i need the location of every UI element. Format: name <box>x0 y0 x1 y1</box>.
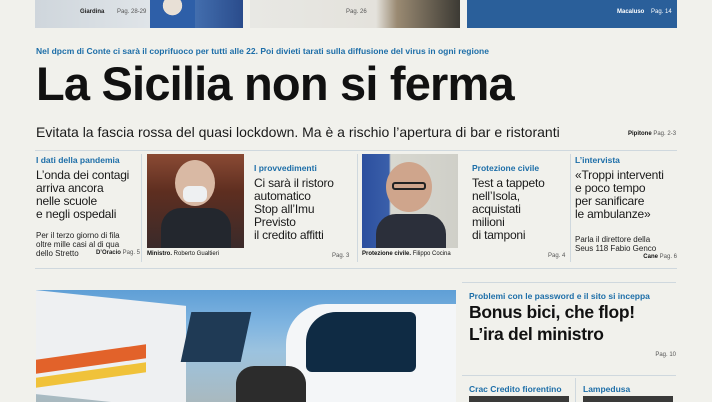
col6-byline-name: Cane <box>643 254 658 260</box>
col5-line: di tamponi <box>472 228 526 242</box>
col6-text <box>575 169 677 221</box>
col6-line: e poco tempo <box>575 181 646 195</box>
col5-text <box>472 177 572 242</box>
divider-mid <box>35 268 677 269</box>
credit-right-pag: Pag. 14 <box>651 9 672 15</box>
bonus-headline <box>469 301 635 345</box>
col1-small-line: oltre mille casi al di qua <box>36 240 120 249</box>
gualtieri-suit <box>161 208 231 248</box>
ambulance-left <box>36 290 186 402</box>
bottom-left-headline-fragment <box>469 396 569 402</box>
col1-small <box>36 231 140 258</box>
col5-line: nell’Isola, <box>472 189 520 203</box>
col5-line: Test a tappeto <box>472 176 545 190</box>
col3-line: Stop all’Imu <box>254 202 315 216</box>
col5-section: Protezione civile <box>472 163 540 173</box>
col1-line: arriva ancora <box>36 181 104 195</box>
photo-ambulance <box>36 290 456 402</box>
ambulance-window <box>181 312 252 362</box>
lead-kicker: Nel dpcm di Conte ci sarà il coprifuoco per tutti alle 22. Poi divieti tarati sulla diffusione del virus in ogni regione <box>36 46 489 56</box>
ambulance-right-window <box>306 312 416 372</box>
caption-gualtieri-name: Roberto Gualtieri <box>173 251 220 257</box>
cocina-glasses <box>392 182 426 190</box>
lead-headline: La Sicilia non si ferma <box>36 57 514 110</box>
col1-line: L’onda dei contagi <box>36 168 130 182</box>
col6-line: per sanificare <box>575 194 645 208</box>
top-photo-middle <box>250 0 460 28</box>
bonus-headline-line: Bonus bici, che flop! <box>469 302 635 322</box>
col1-small-text: dello Stretto <box>36 249 79 258</box>
divider-v3 <box>570 154 571 262</box>
col1-line: e negli ospedali <box>36 207 117 221</box>
col-intervista <box>575 155 677 260</box>
cocina-suit <box>376 214 446 248</box>
col6-small <box>575 235 677 253</box>
col3-line: Ci sarà il ristoro <box>254 176 334 190</box>
bonus-headline-line: L’ira del ministro <box>469 324 604 344</box>
photo-gualtieri <box>147 154 244 248</box>
lead-byline-pag: Pag. 2-3 <box>653 131 677 137</box>
bottom-right-headline-fragment <box>583 396 673 402</box>
worker-figure <box>236 366 306 402</box>
col3-line: automatico <box>254 189 311 203</box>
credit-left-pag: Pag. 28-29 <box>117 9 147 15</box>
bonus-pag: Pag. 10 <box>655 352 676 358</box>
col6-pag: Pag. 6 <box>659 254 677 260</box>
gualtieri-mask <box>183 186 207 202</box>
col6-byline <box>575 254 677 260</box>
col3-text <box>254 177 354 242</box>
caption-gualtieri-label: Ministro. <box>147 251 172 257</box>
col5-line: milioni <box>472 215 505 229</box>
lead-subhead: Evitata la fascia rossa del quasi lockdown. Ma è a rischio l’apertura di bar e ristoranti <box>36 124 560 140</box>
col1-text <box>36 169 140 221</box>
col1-line: nelle scuole <box>36 194 97 208</box>
col3-section: I provvedimenti <box>254 163 317 173</box>
col3-line: Previsto <box>254 215 296 229</box>
divider-v4 <box>575 378 576 402</box>
col6-line: «Troppi interventi <box>575 168 664 182</box>
col5-line: acquistati <box>472 202 521 216</box>
player-photo <box>150 0 195 28</box>
bottom-left-section: Crac Credito fiorentino <box>469 384 562 394</box>
bottom-right-section: Lampedusa <box>583 384 631 394</box>
col6-line: le ambulanze» <box>575 207 651 221</box>
bonus-top-line <box>462 282 676 283</box>
col1-byline <box>96 249 140 258</box>
col1-byline-name: D’Oracio <box>95 250 121 256</box>
credit-right: Macaluso <box>617 9 645 15</box>
col6-small-line: Parla il direttore della <box>575 235 651 244</box>
lead-byline-name: Pipitone <box>628 131 652 137</box>
col1-small-line: Per il terzo giorno di fila <box>36 231 120 240</box>
bonus-kicker: Problemi con le password e il sito si inceppa <box>469 291 650 301</box>
top-strip <box>35 0 675 28</box>
credit-left: Giardina <box>80 9 105 15</box>
col1-section: I dati della pandemia <box>36 155 120 165</box>
top-photo-right <box>467 0 677 28</box>
divider-bottom <box>462 375 676 376</box>
caption-cocina-label: Protezione civile. <box>362 251 412 257</box>
col1-pag: Pag. 5 <box>122 250 140 256</box>
col6-section: L’intervista <box>575 155 620 165</box>
col-protezione <box>472 163 572 242</box>
divider-top <box>35 150 677 151</box>
caption-cocina <box>362 251 451 257</box>
bonus-box <box>462 282 676 366</box>
caption-gualtieri <box>147 251 219 257</box>
col-provvedimenti <box>254 163 354 242</box>
top-photo-left <box>35 0 243 28</box>
col3-pag: Pag. 3 <box>332 253 350 259</box>
col-pandemia <box>36 155 140 258</box>
col1-small-line <box>36 249 140 258</box>
photo-cocina <box>362 154 458 248</box>
col6-small-line: Seus 118 Fabio Genco <box>575 244 657 253</box>
lead-byline <box>628 131 676 137</box>
pag-middle: Pag. 26 <box>346 9 367 15</box>
col5-pag: Pag. 4 <box>548 253 566 259</box>
divider-v1 <box>141 154 142 262</box>
col3-line: il credito affitti <box>254 228 324 242</box>
caption-cocina-name: Filippo Cocina <box>412 251 451 257</box>
divider-v2 <box>357 154 358 262</box>
